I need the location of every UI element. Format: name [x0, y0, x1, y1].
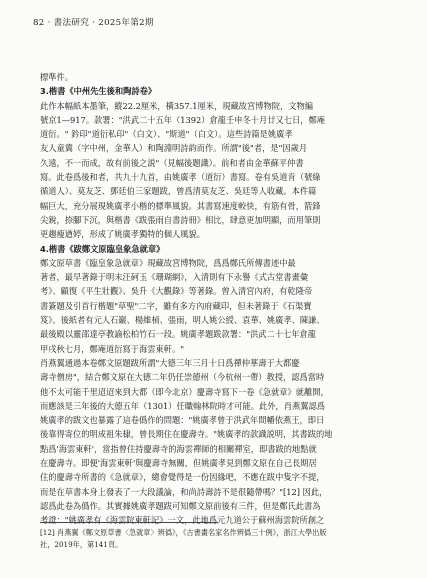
body-line: 而應該是三年後的大德五年（1301）任職翰林院時才可能。此外，肖燕翼認爲 — [40, 400, 325, 411]
body-line: 他不太可能千里迢迢來到大都（即今北京）慶壽寺寫下一卷《急就章》就離開， — [40, 386, 329, 397]
body-line: 考證："姚廣孝有《海雲院東軒記》一文，此地爲元九道公于蘇州海雲院所創之 — [40, 515, 325, 526]
body-line: 更趨瘦遒婷，形成了姚廣孝獨特的個人風貌。 — [40, 229, 205, 240]
body-line: 尖銳，捺腳下沉，與楷書《跋張雨自書詩冊》相比，肆意更加明顯，而用筆則 — [40, 214, 321, 225]
body-line: 道衍。" 鈐印"道衍私印"（白文）、"斯道"（白文）。這些詩篇是姚廣孝 — [40, 129, 293, 140]
running-head: 82 · 書法研究 · 2025年第2期 — [33, 18, 154, 28]
body-line: 考》、顧復《平生壯觀》、吳升《大觀錄》等著錄。曾入清宮內府，有乾隆帝 — [40, 286, 313, 297]
body-line: 最後殿以靈邵達亭教諭松柏竹石一段。姚廣孝題跋款署："洪武二十七年倉龍 — [40, 329, 317, 340]
body-line: 肖燕翼通過本卷鄭文原題跋所謂"大德三年三月十日爲禪仲華壽于大都慶 — [40, 357, 300, 368]
body-line: 號京1—917。款署："洪武二十五年（1392）倉龍壬申冬十月廿又七日，鄭庵 — [40, 114, 326, 125]
body-line: 點爲'海雲東軒'，當指曾住持慶壽寺的海雲禪師的相關禪室，即書跋的地點就 — [40, 443, 317, 454]
body-line: 鄭文原草書《臨皇象急就章》現藏故宮博物院，爲爲鄭氏所傳書迹中最 — [40, 257, 296, 268]
footnote-line: 社，2019年，第141頁。 — [40, 540, 123, 550]
body-line: 久遠，不一而成，故有前後之説"（見幅後題識）。前和者由金華蘇平仲書 — [40, 157, 304, 168]
body-line: 笈》。後紙者有元人石巖、楊維楨、張雨，明人姚公綬、袁華、姚廣孝、陳謙、 — [40, 315, 325, 326]
body-line: 住的慶壽寺所書的《急就章》，總會覺得是一份因緣吧，不應在跋中隻字不提， — [40, 472, 325, 483]
section-heading: 4.楷書《跋鄭文原臨皇象急就章》 — [40, 243, 165, 254]
body-line: 循道人）、莫友芝、鄧廷伯三家題跋，曾爲清莫友芝、吳廷等人收藏。本件篇 — [40, 186, 317, 197]
footnote-rule — [40, 522, 218, 523]
body-line: 認爲此卷為僞作。其實據姚廣孝題跋可知鄭文原前後有三件，但是鄭氏此書為 — [40, 500, 321, 511]
body-line: 姚廣孝的跋文也暴露了這卷僞作的問題："姚廣孝曾于洪武年間幡依燕王，即日 — [40, 415, 325, 426]
body-line: 而是在草書本身上發表了一大段議論，和尚詩壽詩不是很隨帶嗎？"[12] 因此， — [40, 486, 328, 497]
body-line: 此作本幅紙本墨筆，縱22.2厘米，橫357.1厘米，現藏故宮博物院，文物編 — [40, 100, 313, 111]
body-line: 友人童冀（字中州，金華人）和陶淵明詩韵而作。所謂"後"者，是"因歲月 — [40, 143, 308, 154]
section-heading: 3.楷書《中州先生後和陶詩卷》 — [40, 86, 157, 97]
body-line: 甲戌秋七月，鄭庵道衍寫于海雲東軒。" — [40, 343, 185, 354]
body-line: 書簽題及引首行楷題"草聖"二字，雖有多方內府藏印，但未著錄于《石渠寶 — [40, 300, 312, 311]
body-text — [40, 70, 398, 528]
body-line: 著者，最早著錄于明末汪砢玉《珊瑚網》，入清則有下永譽《式古堂書畫彙 — [40, 272, 309, 283]
footnote — [40, 527, 398, 552]
body-line: 在慶壽寺。即便'海雲東軒'與慶壽寺無關，但姚廣孝見到鄭文原在自己長期居 — [40, 458, 317, 469]
body-line: 後靠得寄位的明成祖朱棣，曾長期住在慶壽寺。"姚廣孝的款識説明，其書跋的地 — [40, 429, 333, 440]
body-line: 標準件。 — [40, 72, 73, 82]
body-line: 幅巨大，充分展現姚廣孝小楷的標準風貌。其書寫速度較快，有筋有骨，箭鋒 — [40, 200, 321, 211]
footnote-line: [12] 肖燕翼《鄭文原草書〈急就章〉辨僞》，《古書畫名家名作辨僞三十例》，浙江大學出版 — [40, 528, 327, 537]
body-line: 寫。此卷爲後和者，共九十九首，由姚廣孝（道衍）書寫。卷有吳道肯（號綠 — [40, 172, 321, 183]
body-line: 壽寺僧房"，結合鄭文原在大德二年仍任崇德州（今杭州一帶）教授，認爲當時 — [40, 372, 325, 383]
